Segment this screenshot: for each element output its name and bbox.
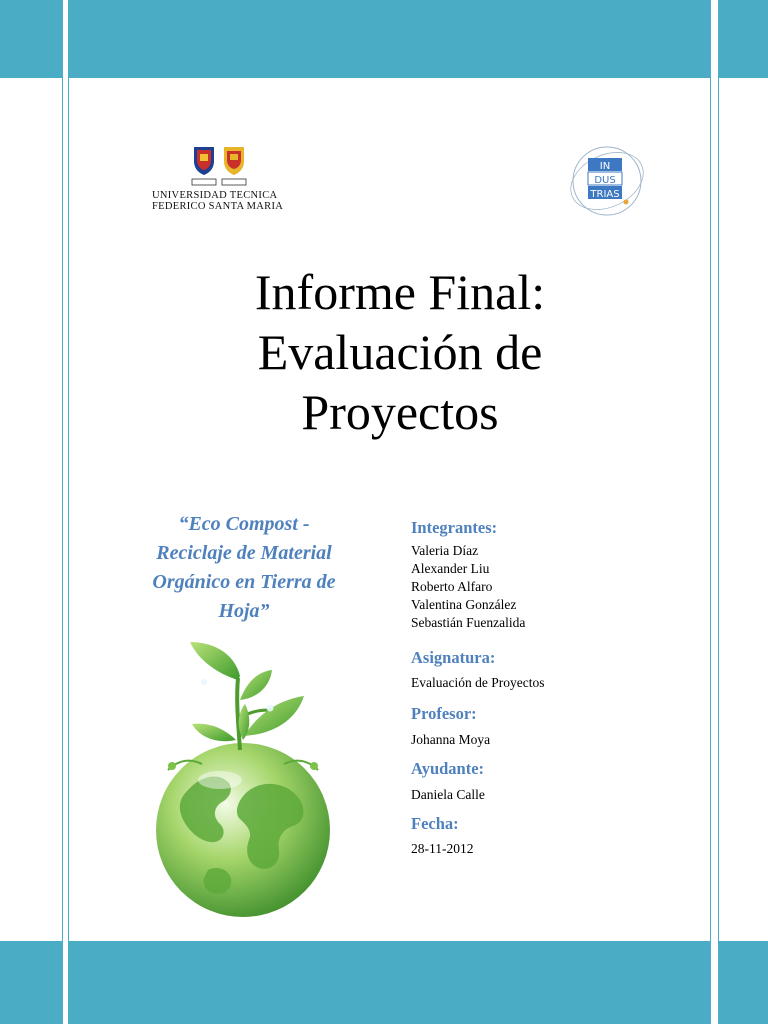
header-band-left	[0, 0, 62, 78]
border-line	[710, 0, 711, 1024]
member-name: Sebastián Fuenzalida	[411, 615, 526, 630]
border-line	[718, 0, 719, 1024]
globe-sprout-illustration	[148, 640, 338, 925]
footer-band	[69, 941, 710, 1024]
title-line1: Informe Final:	[254, 264, 546, 320]
professor-section	[411, 704, 490, 749]
members-section	[411, 518, 661, 632]
university-crest-icon	[188, 145, 252, 189]
border-line	[68, 0, 69, 1024]
title-line3: Proyectos	[301, 384, 499, 440]
svg-text:TRIAS: TRIAS	[590, 189, 620, 200]
document-title	[160, 262, 640, 442]
project-title-line1: “Eco Compost -	[178, 513, 310, 535]
member-name: Roberto Alfaro	[411, 579, 493, 594]
assistant-section	[411, 759, 485, 804]
assistant-label: Ayudante:	[411, 759, 485, 778]
members-label: Integrantes:	[411, 518, 498, 537]
date-section	[411, 814, 474, 858]
member-name: Alexander Liu	[411, 561, 490, 576]
footer-band-left	[0, 941, 62, 1024]
subject-section	[411, 648, 544, 692]
header-band	[69, 0, 710, 78]
header-band-right	[719, 0, 768, 78]
department-logo	[566, 140, 648, 222]
title-line2: Evaluación de	[257, 324, 543, 380]
svg-text:IN: IN	[599, 161, 611, 172]
professor-value: Johanna Moya	[411, 732, 491, 747]
subject-value: Evaluación de Proyectos	[411, 675, 545, 690]
project-title	[130, 510, 358, 626]
date-value: 28-11-2012	[411, 841, 474, 856]
project-title-line2: Reciclaje de Material	[156, 542, 332, 564]
footer-band-right	[719, 941, 768, 1024]
info-panel	[411, 518, 661, 856]
assistant-value: Daniela Calle	[411, 787, 485, 802]
date-label: Fecha:	[411, 814, 459, 833]
subject-label: Asignatura:	[411, 648, 496, 667]
member-name: Valeria Díaz	[411, 543, 479, 558]
border-line	[62, 0, 63, 1024]
professor-label: Profesor:	[411, 704, 477, 723]
member-name: Valentina González	[411, 597, 517, 612]
svg-text:DUS: DUS	[594, 175, 616, 186]
university-name-line1: UNIVERSIDAD TECNICA	[152, 190, 278, 201]
university-logo	[148, 140, 288, 220]
project-title-line3: Orgánico en Tierra de	[152, 571, 336, 593]
project-title-line4: Hoja”	[218, 600, 270, 622]
university-name-line2: FEDERICO SANTA MARIA	[152, 201, 284, 212]
